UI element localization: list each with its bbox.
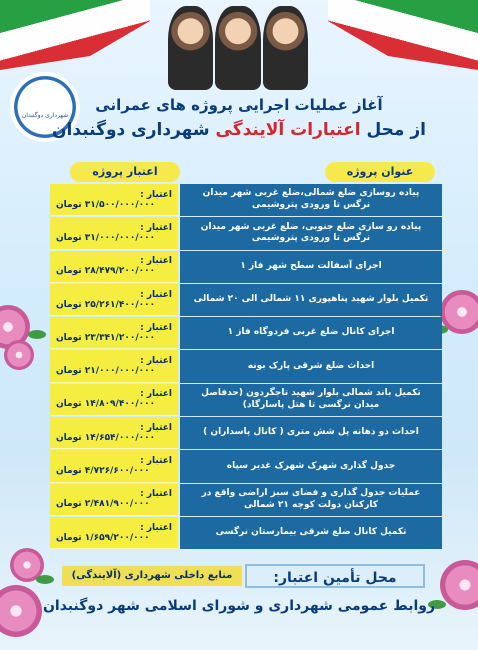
project-name: تکمیل باند شمالی بلوار شهید تاجگردون (حدفاصل میدان نرگسی تا هتل پاسارگاد) <box>180 384 442 416</box>
projects-table <box>50 184 442 550</box>
credit-amount: ۴/۷۲۶/۶۰۰/۰۰۰ تومان <box>56 466 150 477</box>
footer-credit: روابط عمومی شهرداری و شورای اسلامی شهر دوگنبدان <box>42 598 436 614</box>
funding-label: محل تأمین اعتبار: <box>245 564 425 588</box>
project-name: پیاده روسازی ضلع شمالی،ضلع غربی شهر میدان نرگس تا ورودی پتروشیمی <box>180 184 442 216</box>
table-row <box>50 417 442 449</box>
header-project: عنوان پروژه <box>325 162 435 182</box>
credit-label: اعتبار : <box>140 389 172 400</box>
table-row <box>50 484 442 516</box>
credit-cell <box>50 251 178 283</box>
credit-label: اعتبار : <box>140 322 172 333</box>
table-row <box>50 450 442 482</box>
table-row <box>50 384 442 416</box>
leaf-decoration <box>28 330 46 339</box>
iran-flag-right <box>328 0 478 70</box>
table-row <box>50 317 442 349</box>
portrait-1 <box>168 6 213 90</box>
credit-label: اعتبار : <box>140 489 172 500</box>
credit-label: اعتبار : <box>140 256 172 267</box>
credit-amount: ۱۴/۶۵۴/۰۰۰/۰۰۰ تومان <box>56 432 156 443</box>
credit-label: اعتبار : <box>140 422 172 433</box>
portrait-2 <box>215 6 260 90</box>
credit-label: اعتبار : <box>140 289 172 300</box>
credit-amount: ۳۱/۵۰۰/۰۰۰/۰۰۰ تومان <box>56 199 156 210</box>
credit-amount: ۲/۴۸۱/۹۰۰/۰۰۰ تومان <box>56 499 150 510</box>
flower-decoration <box>4 340 34 370</box>
funding-value: منابع داخلی شهرداری (آلایندگی) <box>62 566 242 586</box>
credit-label: اعتبار : <box>140 456 172 467</box>
project-name: تکمیل کانال ضلع شرقی بیمارستان نرگسی <box>180 517 442 549</box>
credit-label: اعتبار : <box>140 189 172 200</box>
credit-label: اعتبار : <box>140 356 172 367</box>
credit-cell <box>50 384 178 416</box>
credit-amount: ۲۸/۴۷۹/۲۰۰/۰۰۰ تومان <box>56 266 156 277</box>
project-name: عملیات جدول گذاری و فضای سبز اراضی واقع در کارکنان دولت کوچه ۲۱ شمالی <box>180 484 442 516</box>
portraits <box>168 6 308 90</box>
credit-cell <box>50 484 178 516</box>
credit-cell <box>50 217 178 249</box>
project-name: احداث ضلع شرقی پارک بونه <box>180 350 442 382</box>
credit-label: اعتبار : <box>140 222 172 233</box>
credit-cell <box>50 350 178 382</box>
project-name: تکمیل بلوار شهید پناهپوری ۱۱ شمالی الی ۲۰ شمالی <box>180 284 442 316</box>
credit-label: اعتبار : <box>140 522 172 533</box>
credit-cell <box>50 317 178 349</box>
credit-amount: ۱/۶۵۹/۲۰۰/۰۰۰ تومان <box>56 532 150 543</box>
table-row <box>50 217 442 249</box>
table-row <box>50 517 442 549</box>
table-row <box>50 184 442 216</box>
credit-amount: ۲۱/۰۰۰/۰۰۰/۰۰۰ تومان <box>56 366 156 377</box>
project-name: اجرای کانال ضلع غربی فردوگاه فاز ۱ <box>180 317 442 349</box>
iran-flag-left <box>0 0 150 70</box>
header-credit: اعتبار پروژه <box>70 162 180 182</box>
credit-cell <box>50 284 178 316</box>
logo-caption: شهرداری دوگنبدان <box>21 112 69 119</box>
credit-amount: ۲۳/۳۴۱/۲۰۰/۰۰۰ تومان <box>56 332 156 343</box>
portrait-3 <box>263 6 308 90</box>
project-name: احداث دو دهانه پل شش متری ( کانال پاسداران ) <box>180 417 442 449</box>
table-row <box>50 251 442 283</box>
credit-cell <box>50 517 178 549</box>
credit-amount: ۱۴/۸۰۹/۴۰۰/۰۰۰ تومان <box>56 399 156 410</box>
project-name: پیاده رو سازی ضلع جنوبی، ضلع غربی شهر میدان نرگس تا ورودی پتروشیمی <box>180 217 442 249</box>
table-row <box>50 284 442 316</box>
credit-cell <box>50 417 178 449</box>
credit-amount: ۲۵/۲۶۱/۴۰۰/۰۰۰ تومان <box>56 299 156 310</box>
credit-cell <box>50 184 178 216</box>
title-suffix: شهرداری دوگنبدان <box>52 120 210 140</box>
credit-cell <box>50 450 178 482</box>
title-highlight: اعتبارات آلایندگی <box>215 120 361 140</box>
table-row <box>50 350 442 382</box>
leaf-decoration <box>36 575 54 584</box>
project-name: اجرای آسفالت سطح شهر فاز ۱ <box>180 251 442 283</box>
title-line-1: آغاز عملیات اجرایی پروژه های عمرانی <box>95 96 383 114</box>
title-prefix: از محل <box>366 120 426 140</box>
credit-amount: ۳۱/۰۰۰/۰۰۰/۰۰۰ تومان <box>56 232 156 243</box>
project-name: جدول گذاری شهرک شهرک غدیر سپاه <box>180 450 442 482</box>
title-line-2 <box>0 120 478 140</box>
